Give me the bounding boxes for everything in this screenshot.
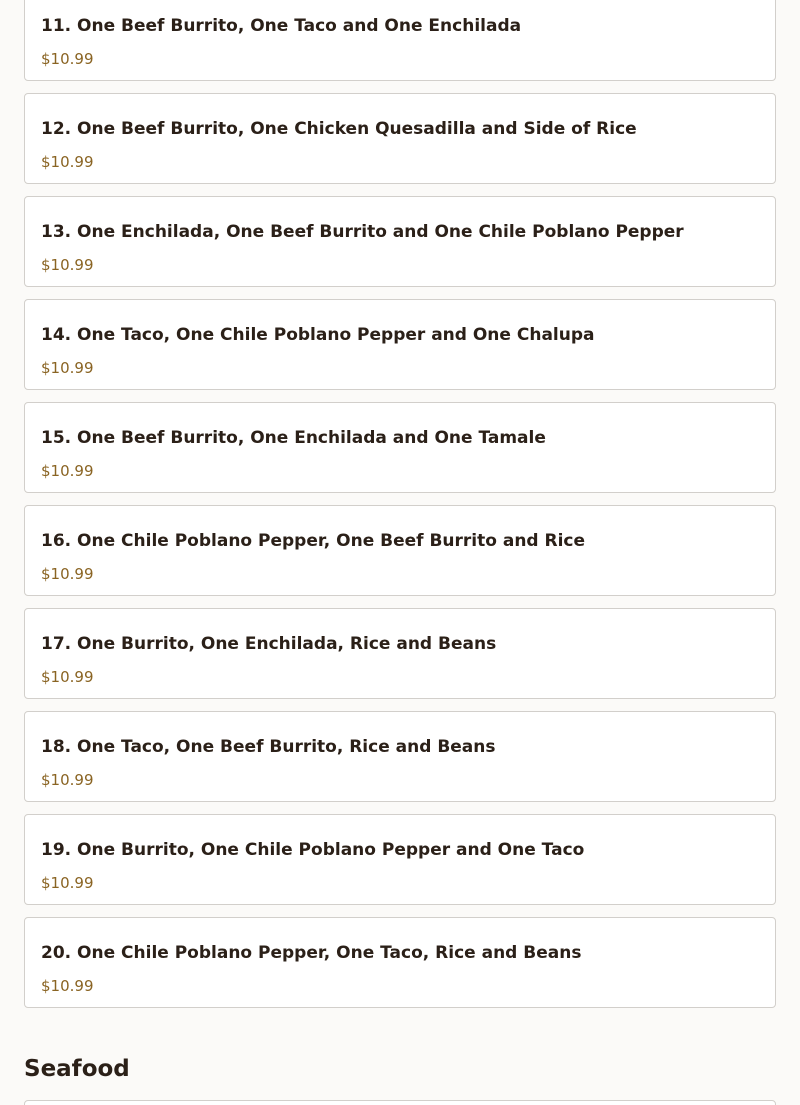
menu-item-price: $10.99: [41, 462, 94, 480]
menu-item-card[interactable]: [24, 196, 776, 287]
menu-item-price: $10.99: [41, 359, 94, 377]
menu-item-price: $10.99: [41, 153, 94, 171]
menu-item-card[interactable]: [24, 505, 776, 596]
menu-item-name: 19. One Burrito, One Chile Poblano Pepper and One Taco: [41, 840, 585, 860]
menu-item-name: 20. One Chile Poblano Pepper, One Taco, Rice and Beans: [41, 943, 582, 963]
menu-item-price: $10.99: [41, 565, 94, 583]
menu-item-name: 18. One Taco, One Beef Burrito, Rice and Beans: [41, 737, 496, 757]
menu-item-card[interactable]: [24, 93, 776, 184]
menu-item-name: 15. One Beef Burrito, One Enchilada and One Tamale: [41, 428, 546, 448]
menu-item-price: $10.99: [41, 50, 94, 68]
menu-item-card-partial[interactable]: [24, 1100, 776, 1105]
menu-item-price: $10.99: [41, 977, 94, 995]
menu-item-card[interactable]: [24, 299, 776, 390]
menu-item-name: 13. One Enchilada, One Beef Burrito and One Chile Poblano Pepper: [41, 222, 684, 242]
menu-item-price: $10.99: [41, 256, 94, 274]
menu-item-name: 16. One Chile Poblano Pepper, One Beef Burrito and Rice: [41, 531, 586, 551]
menu-item-name: 17. One Burrito, One Enchilada, Rice and Beans: [41, 634, 497, 654]
section-title-seafood: Seafood: [24, 1056, 130, 1082]
menu-item-card[interactable]: [24, 917, 776, 1008]
menu-item-price: $10.99: [41, 668, 94, 686]
menu-item-card[interactable]: [24, 711, 776, 802]
menu-item-card[interactable]: [24, 0, 776, 81]
menu-item-list: [24, 0, 776, 1020]
menu-item-price: $10.99: [41, 874, 94, 892]
menu-item-card[interactable]: [24, 814, 776, 905]
menu-item-name: 14. One Taco, One Chile Poblano Pepper and One Chalupa: [41, 325, 595, 345]
menu-item-price: $10.99: [41, 771, 94, 789]
menu-item-card[interactable]: [24, 402, 776, 493]
menu-item-name: 11. One Beef Burrito, One Taco and One Enchilada: [41, 16, 522, 36]
menu-item-card[interactable]: [24, 608, 776, 699]
menu-item-name: 12. One Beef Burrito, One Chicken Quesadilla and Side of Rice: [41, 119, 637, 139]
